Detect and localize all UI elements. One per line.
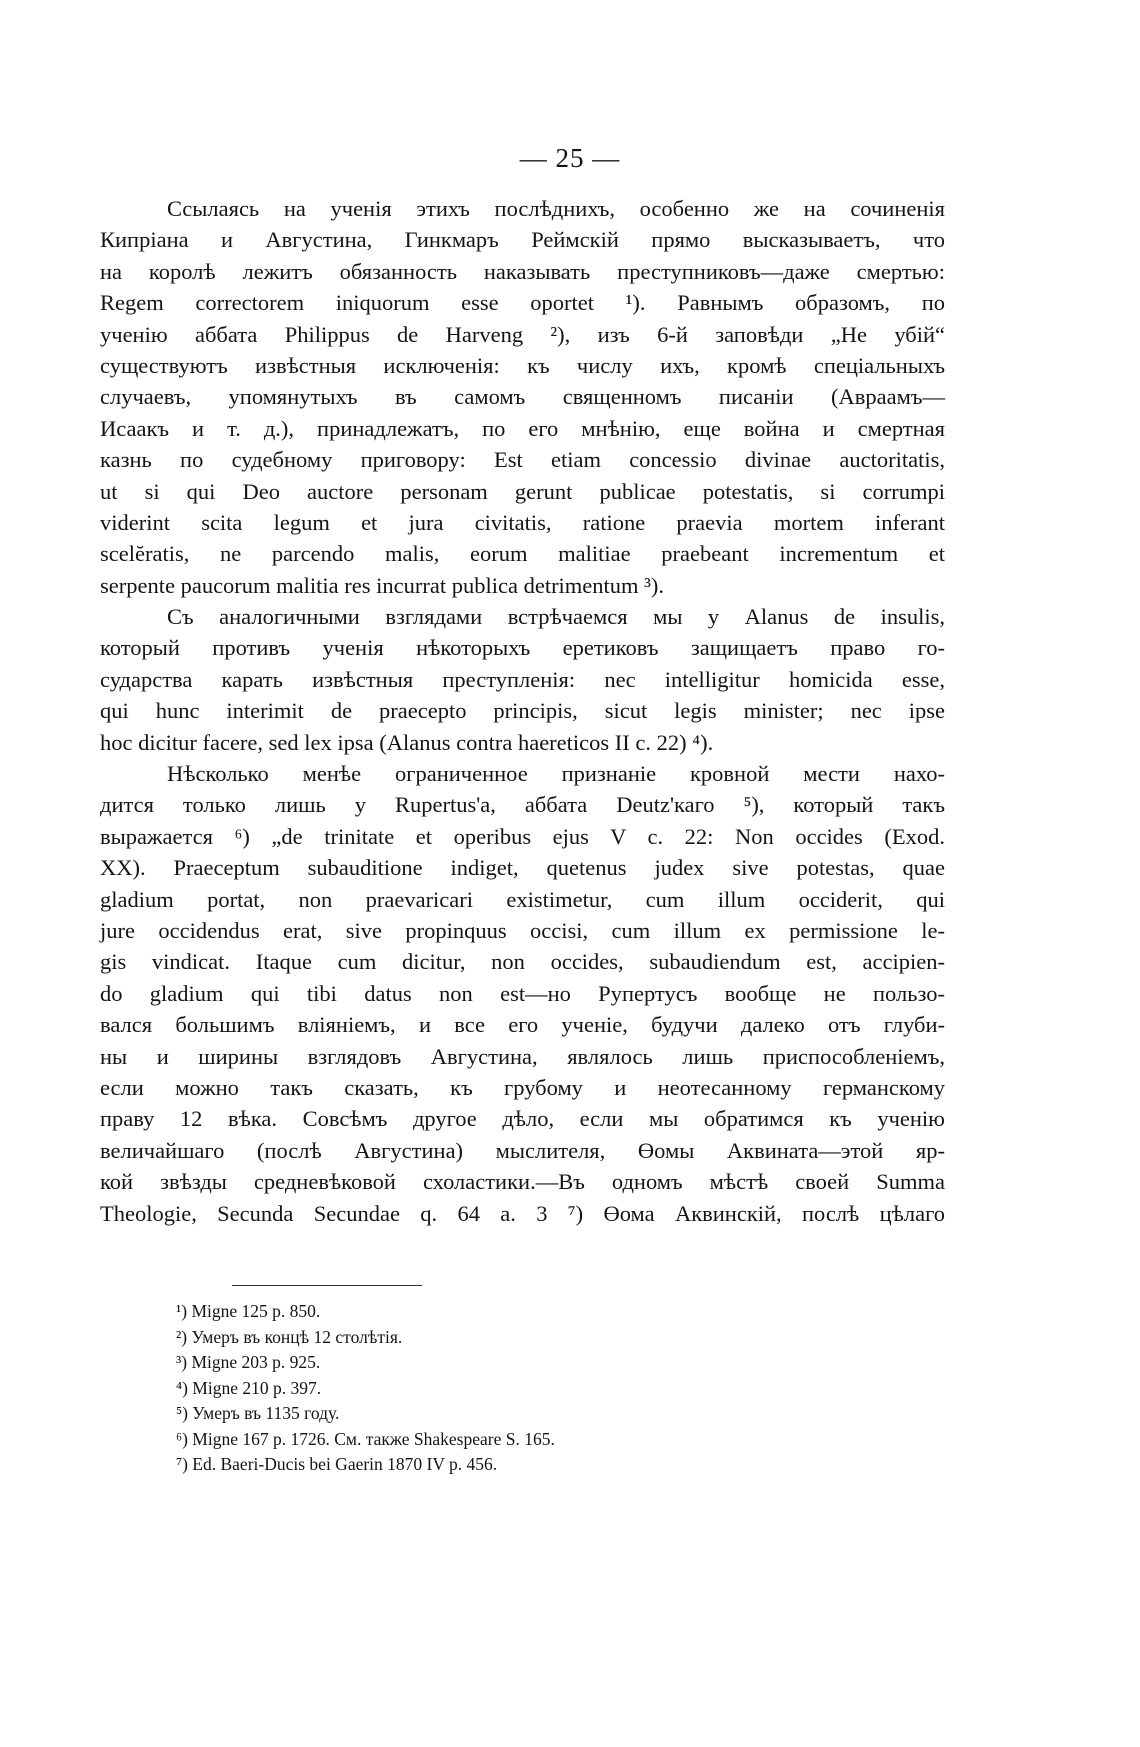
text-line: XX). Praeceptum subauditione indiget, quetenus judex sive potestas, quae — [100, 855, 945, 881]
text-line: если можно такъ сказать, къ грубому и неотесанному германскому — [100, 1074, 945, 1100]
text-line: сударства карать извѣстныя преступленія: nec intelligitur homicida esse, — [100, 666, 945, 692]
text-line: Regem correctorem iniquorum esse oportet ¹). Равнымъ образомъ, по — [100, 290, 945, 316]
text-line: scelĕratis, ne parcendo malis, eorum malitiae praebeant incrementum et — [100, 541, 945, 567]
footnote: ⁶) Migne 167 p. 1726. См. также Shakespeare S. 165. — [176, 1428, 555, 1449]
text-line: ны и ширины взглядовъ Августина, являлось лишь приспособленіемъ, — [100, 1043, 945, 1069]
footnote: ²) Умеръ въ концѣ 12 столѣтія. — [176, 1326, 403, 1347]
footnote: ⁷) Ed. Baeri-Ducis bei Gaerin 1870 IV p. 456. — [176, 1454, 498, 1474]
text-line: hoc dicitur facere, sed lex ipsa (Alanus contra haereticos II c. 22) ⁴). — [100, 729, 714, 755]
footnote: ⁴) Migne 210 p. 397. — [176, 1377, 322, 1398]
text-line: ut si qui Deo auctore personam gerunt publicae potestatis, si corrumpi — [100, 478, 945, 504]
text-line: Theologie, Secunda Secundae q. 64 a. 3 ⁷) Өома Аквинскій, послѣ цѣлаго — [100, 1200, 945, 1226]
text-line: казнь по судебному приговору: Est etiam concessio divinae auctoritatis, — [100, 447, 945, 473]
text-line: viderint scita legum et jura civitatis, ratione praevia mortem inferant — [100, 509, 945, 535]
text-line: gis vindicat. Itaque cum dicitur, non occides, subaudiendum est, accipien- — [100, 949, 945, 975]
text-line: величайшаго (послѣ Августина) мыслителя, Өомы Аквината—этой яр- — [100, 1137, 945, 1163]
footnote-divider — [232, 1285, 422, 1286]
text-line: существуютъ извѣстныя исключенія: къ числу ихъ, кромѣ спеціальныхъ — [100, 352, 945, 378]
footnote: ¹) Migne 125 p. 850. — [176, 1301, 321, 1321]
body-text — [100, 193, 945, 1229]
text-line: праву 12 вѣка. Совсѣмъ другое дѣло, если мы обратимся къ ученію — [100, 1106, 945, 1132]
text-line: на королѣ лежитъ обязанность наказывать преступниковъ—даже смертью: — [100, 258, 945, 284]
text-line: Нѣсколько менѣе ограниченное признаніе кровной мести нахо- — [167, 761, 945, 787]
footnote: ⁵) Умеръ въ 1135 году. — [176, 1403, 340, 1423]
text-line: кой звѣзды средневѣковой схоластики.—Въ одномъ мѣстѣ своей Summa — [100, 1169, 945, 1195]
text-line: serpente paucorum malitia res incurrat publica detrimentum ³). — [100, 572, 665, 598]
footnote: ³) Migne 203 p. 925. — [176, 1352, 321, 1372]
text-line: Кипріана и Августина, Гинкмаръ Реймскій прямо высказываетъ, что — [100, 227, 945, 253]
text-line: qui hunc interimit de praecepto principis, sicut legis minister; nec ipse — [100, 698, 945, 724]
text-line: дится только лишь у Rupertus'a, аббата Deutz'каго ⁵), который такъ — [100, 792, 945, 818]
text-line: jure occidendus erat, sive propinquus occisi, cum illum ex permissione le- — [100, 917, 945, 943]
text-line: Исаакъ и т. д.), принадлежатъ, по его мнѣнію, еще война и смертная — [100, 415, 945, 441]
text-line: ученію аббата Philippus de Harveng ²), изъ 6-й заповѣди „Не убій“ — [100, 321, 945, 347]
footnotes — [176, 1299, 876, 1478]
text-line: который противъ ученія нѣкоторыхъ еретиковъ защищаетъ право го- — [100, 635, 945, 661]
page-number: — 25 — — [519, 143, 621, 173]
text-line: выражается ⁶) „de trinitate et operibus ejus V c. 22: Non occides (Exod. — [100, 823, 945, 849]
text-line: do gladium qui tibi datus non est—но Рупертусъ вообще не пользо- — [100, 980, 945, 1006]
text-line: Съ аналогичными взглядами встрѣчаемся мы у Alanus de insulis, — [167, 604, 945, 630]
text-line: случаевъ, упомянутыхъ въ самомъ священномъ писаніи (Авраамъ— — [100, 384, 945, 410]
text-line: вался большимъ вліяніемъ, и все его ученіе, будучи далеко отъ глуби- — [100, 1012, 945, 1038]
text-line: Ссылаясь на ученія этихъ послѣднихъ, особенно же на сочиненія — [167, 196, 945, 221]
text-line: gladium portat, non praevaricari existimetur, cum illum occiderit, qui — [100, 886, 945, 912]
